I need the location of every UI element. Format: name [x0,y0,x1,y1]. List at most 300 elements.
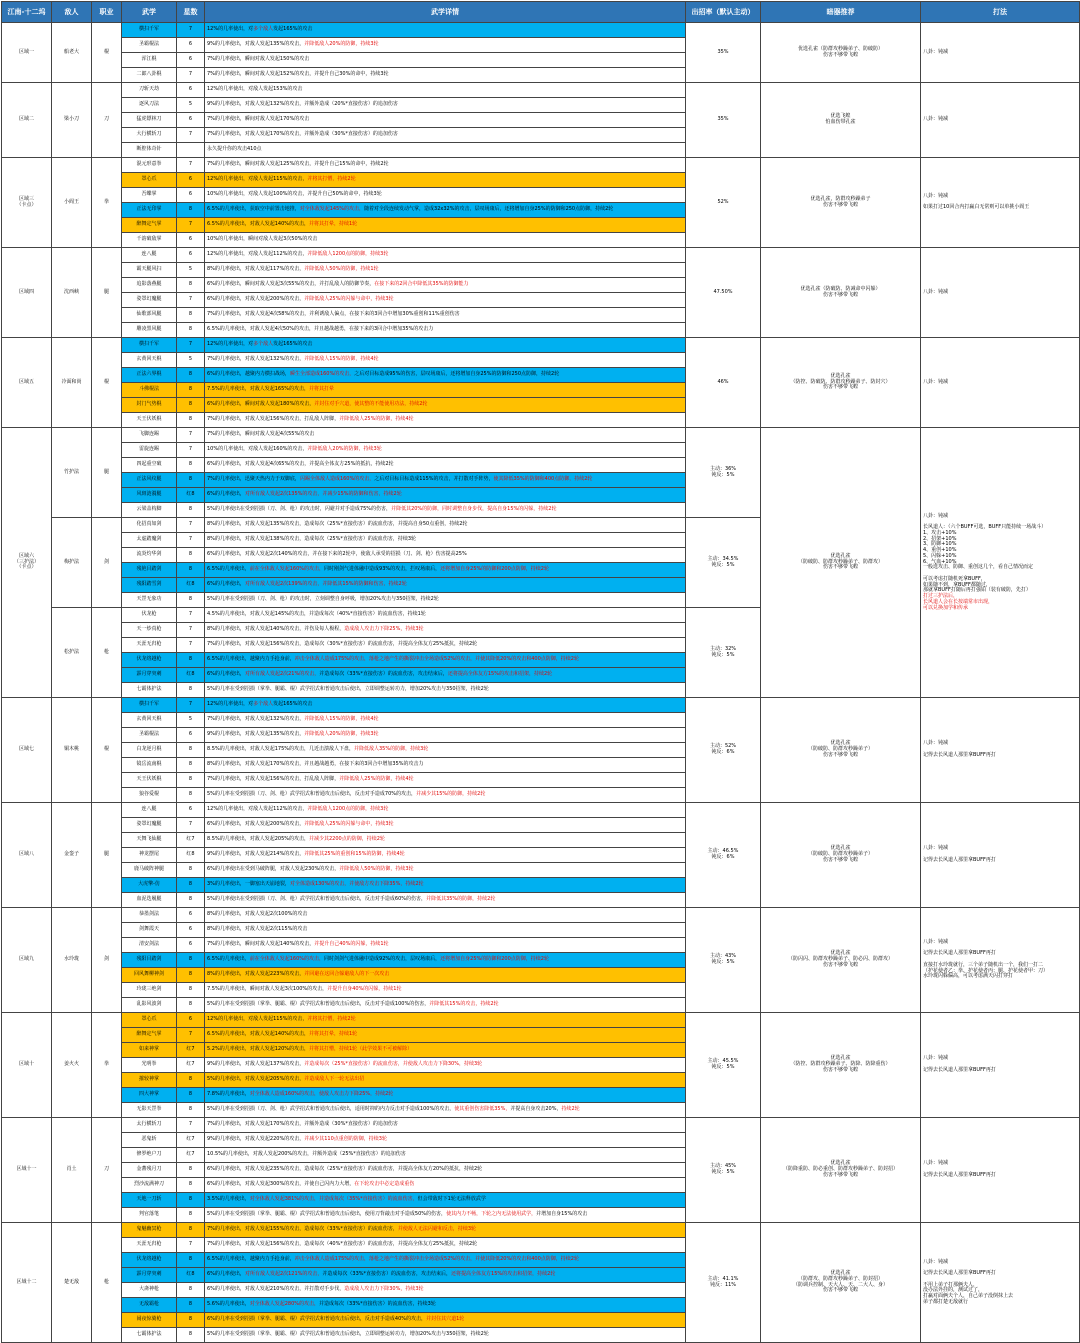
skill-stars [177,143,205,158]
skill-detail [205,563,686,578]
skill-name: 七霸体护法 [122,1328,177,1343]
strategy-cell [921,338,1080,428]
detail-red: 使其降低35%的防御和400点防御，持续2轮 [493,476,593,483]
strategy-text: 八卦：钝减 记得去长风道人那里拿BUFF再打 不用上弟子打那俩夫人， 没办法外挂的，测试过了， 打赢对面俩夫个人，自己弟子没倒抹上去 弟子都打楚无敌就行 [923,1258,1014,1305]
skill-stars: 8 [177,1163,205,1178]
detail-text: 8%的几率使出，对敌人发起2次115%的攻击 [207,926,308,933]
job-cell: 枪 [92,1223,122,1343]
skill-stars: 8 [177,278,205,293]
detail-text: 8%的几率使出，对敌人发起2次100%的攻击 [207,911,308,918]
skill-stars: 8 [177,893,205,908]
skill-stars: 8 [177,1103,205,1118]
detail-text: 7%的几率使出，对敌人发起170%的攻击，并额外造成（30%*直接伤害）的追加伤害 [207,131,398,138]
skill-detail [205,23,686,38]
detail-text: 10%的几率使出，对敌人发起100%的攻击，并提升自己50%的命中，持续3轮 [207,191,382,198]
detail-red: 并封住其穴道1轮 [426,1316,465,1323]
detail-text: 12%的几率使出，对 [207,26,254,33]
skill-detail [205,533,686,548]
skill-stars: 6 [177,728,205,743]
detail-text: 5.6%的几率使出， [207,1301,250,1308]
darts-cell: 优选孔雀 （防破防、防群攻秒躁弟子） 伤害不够带飞蝗 [761,698,921,803]
skill-detail [205,1133,686,1148]
detail-red: 并降低敌人1200点的防御，持续3轮 [307,251,389,258]
detail-text: 6%的几率使出，对敌人发起200%的攻击， [207,821,305,828]
skill-detail [205,338,686,353]
region-cell: 区域八 [2,803,52,908]
detail-red: 并将其打懵，持续2轮 [307,176,356,183]
skill-stars: 8 [177,473,205,488]
detail-text: 7%的几率使出，对敌人发起156%的攻击，打乱敌人阵脚， [207,416,340,423]
skill-name: 剑舞霞天 [122,923,177,938]
detail-text: 12%的几率使出，对敌人发起112%的攻击， [207,806,308,813]
skill-name: 残阳目踏剑 [122,953,177,968]
darts-cell: 优选孔雀，防群攻秒躁弟子 伤害不够带飞蝗 [761,158,921,248]
detail-red: 还将提高全体友方15%的攻击和招架，持续2轮 [451,1271,556,1278]
skill-stars: 7 [177,428,205,443]
skill-stars: 7 [177,533,205,548]
skill-name: 混元形意拳 [122,158,177,173]
skill-name: 狼谷爱棍 [122,788,177,803]
detail-text: 6.5%的几率使出，对敌人发起4次50%的攻击，并且越战越勇，在接下来的3回合中增加35%的攻击力 [207,326,434,333]
skill-detail [205,98,686,113]
strategy-text: 八卦：钝减 [923,288,949,295]
job-cell: 刀 [92,1118,122,1223]
skill-name: 猛虎镖林刀 [122,113,177,128]
skill-stars: 8 [177,878,205,893]
skill-name: 横扫千军 [122,23,177,38]
skill-name: 烈沙流满神刀 [122,1178,177,1193]
skill-name: 雷旋连踢 [122,443,177,458]
detail-text: 12%的几率使出，对敌人发起153%的攻击 [207,86,303,93]
skill-detail [205,548,686,563]
skill-stars: 8 [177,1298,205,1313]
skill-stars: 7 [177,638,205,653]
skill-name: 恶鬼斩 [122,1133,177,1148]
detail-red: 并提升自己40%的闪躲，持续1轮 [314,941,389,948]
skill-detail [205,518,686,533]
detail-text: 并提高自身攻击20%， [510,1106,562,1113]
detail-red: 并造成每次（25%*直接伤害）的流血伤害，并使敌人攻击力下降30%，持续3轮 [304,1061,483,1068]
rate-cell: 47.50% [686,248,761,338]
detail-text: 6.5%的几率使出，对敌人发起140%的攻击， [207,221,309,228]
skill-stars: 7 [177,608,205,623]
skill-detail [205,248,686,263]
detail-text: 7%的几率使出，对敌人发起170%的攻击，并额外造成（30%*直接伤害）的追加伤害 [207,1121,398,1128]
detail-red: 在接下来的2回合中降低其35%的防御能力 [374,281,469,288]
detail-text: 7%的几率使出，对敌人发起132%的攻击， [207,356,305,363]
detail-text: 6.5%的几率使出，对敌人发起140%的攻击， [207,1031,309,1038]
skill-name: 斗佛棍法 [122,383,177,398]
region-cell: 区域十二 [2,1223,52,1343]
enemy-cell: 船老大 [52,23,92,83]
detail-red: 对所有敌人发起2次21%的攻击， [244,671,320,678]
header-cell: 武学详情 [205,2,686,23]
detail-red: 并降低敌人20%的防御，持续3轮 [304,41,379,48]
strategy-text: 八卦：钝减 记得去长风道人那里拿BUFF再打 直接打水玲珑就行，三个弟子随机出一个，我们一打二 （护花使者乙：拳、护花使者丙：腿、护花使者甲：刀） 水玲珑闪躲偏高，可以考虑满天闪打穿打 [923,938,1049,980]
skill-detail [205,413,686,428]
skill-detail [205,188,686,203]
darts-cell: 优选孔雀 （防破防、防群攻秒躁弟子） 伤害不够带飞蝗 [761,803,921,908]
detail-text: 6%的几率使出，瞬间对敌人发起3次55%的攻击，并打乱敌人的防御节奏， [207,281,375,288]
skill-detail [205,968,686,983]
region-cell: 区域三 （卡点） [2,158,52,248]
detail-text: 发起165%的攻击 [273,341,313,348]
skill-detail [205,128,686,143]
detail-red: 前在全体敌人发起160%的攻击， [249,566,325,573]
skill-name: 伏龙枪 [122,608,177,623]
detail-text: 6.5%的几率使出， [207,956,250,963]
skill-detail [205,1148,686,1163]
skill-detail [205,608,686,623]
skill-detail [205,53,686,68]
skill-stars: 5 [177,263,205,278]
darts-cell: 优选孔雀（防破防、防减命中闪躲） 伤害不够带飞蝗 [761,248,921,338]
skill-stars: 8 [177,323,205,338]
skill-detail [205,983,686,998]
skill-stars: 红7 [177,1043,205,1058]
region-cell: 区域一 [2,23,52,83]
skill-detail [205,443,686,458]
detail-red: 并将其打晕，持续1轮 [309,221,358,228]
table-row [2,803,1080,818]
strategy-text: 八卦：钝减 记得去长风道人那里拿BUFF再打 [923,1055,996,1073]
detail-text: 6.5%的几率使出，越聚内力手抢身前， [207,1256,295,1263]
darts-cell: 优选孔雀 （防破防、防群攻秒躁弟子、防群攻） 伤害不够带飞蝗 [761,428,921,698]
strategy-cell [921,428,1080,698]
skill-stars: 6 [177,803,205,818]
skill-stars: 红7 [177,1148,205,1163]
skill-stars: 7 [177,623,205,638]
skill-detail [205,893,686,908]
skill-detail [205,1088,686,1103]
skill-name: 二郎八卦棍 [122,68,177,83]
detail-red: 并降低敌人50%的防御，持续3轮 [339,866,414,873]
skill-detail [205,1058,686,1073]
skill-stars: 红7 [177,1133,205,1148]
rate-cell: 主动：34.5% 钝反：5% [686,518,761,608]
detail-red: 对全体敌人发起381%的攻击，并造成每次（35%*直接伤害）的流血伤害， [249,1196,418,1203]
skill-stars: 8 [177,398,205,413]
skill-name: 玄黄回天棍 [122,353,177,368]
table-row [2,248,1080,263]
skill-detail [205,1268,686,1283]
detail-red: 对全体敌人造成160%的攻击，使敌人攻击力下降25%，持续2轮 [249,1091,394,1098]
detail-text: 6.5%的几率使出，越聚内力手抢身前， [207,656,295,663]
skill-stars: 8 [177,1073,205,1088]
detail-text: 6%的几率使出，对敌人发起300%的攻击，并使自己闪内力大增， [207,1181,355,1188]
skill-name: 醉舞定气掌 [122,1028,177,1043]
skill-name: 残艳目踏剑 [122,563,177,578]
strategy-text: 八卦：钝减 长风道人：（六个BUFF可选，BUFF只能持续一场战斗） 1、攻击+10% 2、招架+10% 3、防御+10% 4、重创+10% 5、闪躲+10% 6、气血+10% 一般选攻击、防御、重创这几个，看自己情况而定 可以考虑打随机死拿BUFF， 如果随不到，拿BUFF都随过， 那就拿BUFF打随后再打强铂（装有破防，先打） [923,512,1047,594]
skill-name: 封门气势棍 [122,398,177,413]
region-cell: 区域七 [2,698,52,803]
detail-red: 并将其打晕，持续1轮 [309,1031,358,1038]
skill-stars: 8 [177,383,205,398]
skill-stars: 8 [177,1283,205,1298]
enemy-cell: 楚无敌 [52,1223,92,1343]
detail-text: 8.5%的几率使出，对敌人发起205%的攻击， [207,836,309,843]
detail-red: 对所有敌人发起2次121%的攻击， [244,1271,323,1278]
detail-red: 对全体敌人发起280%的攻击， [249,1301,320,1308]
skill-stars: 红8 [177,1268,205,1283]
skill-stars: 7 [177,218,205,233]
skill-stars: 8 [177,953,205,968]
skill-detail [205,233,686,248]
skill-stars: 6 [177,923,205,938]
detail-text: 5%的几率在受到招损（刀、剑、枪）的攻击时，立刻调整自身呼吸，增加20%攻击与350招架，持续2轮 [207,596,439,603]
skill-name: 云梁盖构脚 [122,503,177,518]
detail-red: 并降低敌人35%的防御，持续3轮 [354,746,429,753]
skill-detail [205,173,686,188]
detail-text: 6%的几率使出在受到马破阵腿，对敌人发起230%的攻击， [207,866,340,873]
skill-name: 清安剑法 [122,938,177,953]
rate-cell: 主动：41.1% 钝反：11% [686,1223,761,1343]
skill-name: 逐风刀法 [122,98,177,113]
detail-red: 并降低敌人25%的闪躲与命中，持续3轮 [304,296,394,303]
skill-detail [205,1043,686,1058]
skill-detail [205,1238,686,1253]
skill-detail [205,953,686,968]
detail-red: 并降低敌人25%的防御，持续4轮 [339,416,414,423]
skill-name: 风斑涟漪腿 [122,488,177,503]
skill-name: 玲珑三绝剑 [122,983,177,998]
detail-text: 5%的几率在受到招损（掌拳、腿霸、棍）武学招式和普通攻击后使出，立即调整运转功力，增加20%攻击与350招架，持续2轮 [207,686,489,693]
skill-stars: 8 [177,503,205,518]
skill-stars: 7 [177,158,205,173]
detail-text: 并增加自身15%的攻击 [536,1211,588,1218]
strategy-note: 打过三护法后， 长风道人会在长按端常市出现， 可以兑换加学和传承 [923,593,994,611]
skill-stars: 8 [177,773,205,788]
skill-name: 横扫千军 [122,338,177,353]
detail-text: 随着对全段连续发动气掌，造成32x32%的攻击，层叹场康后，还将增加自身25%的防御和250点防御，持续2轮 [364,206,614,213]
skill-name: 恭墨剑法 [122,908,177,923]
skill-name: 流炎灼华剑 [122,548,177,563]
skill-stars: 6 [177,83,205,98]
detail-red: 持续2轮 [561,1106,580,1113]
detail-red: 并降低其20%的防御，同时调整自身步伐，提高自身15%的闪躲，持续2轮 [391,506,557,513]
skill-detail [205,263,686,278]
skill-name: 天涯无归枪 [122,638,177,653]
strategy-cell [921,83,1080,158]
table-row [2,158,1080,173]
detail-text: 并造成每次（33%*直接伤害）的流血伤害，攻击结束后， [322,1271,452,1278]
enemy-cell: 小阎王 [52,158,92,248]
skill-detail [205,503,686,518]
skill-detail [205,683,686,698]
detail-red: 并将其打懵，持续1轮（此学效果不可被解除） [309,1046,413,1053]
detail-text: 但会带敌时下1轮无法释放武学 [417,1196,486,1203]
skill-name: 霸天腿风扫 [122,263,177,278]
skill-name: 追影落燕腿 [122,278,177,293]
skill-detail [205,1223,686,1238]
detail-text: 7%的几率使出，瞬间对敌人发起152%的攻击，并提升自己30%的命中，持续3轮 [207,71,389,78]
detail-text: 3.5%的几率使出， [207,1196,250,1203]
skill-stars: 5 [177,98,205,113]
detail-red: 并降低敌人20%的防御，持续3轮 [304,731,379,738]
job-cell: 剑 [92,518,122,608]
table-row [2,83,1080,98]
skill-stars: 6 [177,53,205,68]
skill-name: 伏龙络越枪 [122,1253,177,1268]
detail-red: 对全体造成130%的攻击，并使敌方攻击下降35%，持续2轮 [289,881,424,888]
strategy-cell [921,1013,1080,1118]
skill-name: 雕凌黑风腿 [122,323,177,338]
detail-text: 6.5%的几率使出， [207,566,250,573]
detail-text: 5%的几率在受到招损（掌拳、腿霸、棍）武学招式和普通攻击后使出，使用刀背敲击对手造成50%的伤害， [207,1211,447,1218]
detail-text: 10%的几率使出，对敌人发起160%的攻击， [207,446,308,453]
detail-red: 并提升自身40%的闪躲，持续1轮 [327,986,402,993]
enemy-cell: 沈西峡 [52,248,92,338]
skill-detail [205,668,686,683]
table-row [2,23,1080,38]
detail-text: 10.5%的几率使出，对敌人发起200%的攻击，并额外造成（25%*直接伤害）的追加伤害 [207,1151,406,1158]
skill-stars: 8 [177,758,205,773]
skill-stars: 8 [177,983,205,998]
job-cell: 腿 [92,428,122,518]
strategy-table [1,1,1080,1343]
skill-name: 刀斩天劫 [122,83,177,98]
skill-stars: 6 [177,113,205,128]
detail-text: 12%的几率使出，对 [207,341,254,348]
skill-detail [205,998,686,1013]
skill-detail [205,1103,686,1118]
strategy-cell [921,908,1080,1013]
skill-stars: 8 [177,788,205,803]
detail-red: 并封住对手穴道，使其整的不能使用功法，持续2轮 [314,401,428,408]
enemy-cell: 竹护法 [52,428,92,518]
detail-text: 6%的几率使出，越聚内力横扫战场， [207,371,290,378]
detail-text: 7%的几率使出，瞬间对敌人发起140%的攻击， [207,941,315,948]
detail-text: 7.8%的几率使出， [207,1091,250,1098]
detail-text: 5%的几率使出，对敌人发起205%的攻击， [207,1076,305,1083]
table-row [2,428,1080,443]
skill-detail [205,398,686,413]
header-cell: 敌人 [52,2,92,23]
detail-red: 还将提高全体友方15%的攻击和招架，持续2轮 [447,671,553,678]
header-cell: 武学 [122,2,177,23]
skill-name: 残阳踏雪剑 [122,578,177,593]
skill-name: 醉舞定气掌 [122,218,177,233]
detail-text: 7%的几率使出，瞬间对敌人发起170%的攻击 [207,116,310,123]
detail-red: 并降低其25%的重创和15%的防御，持续4轮 [304,851,405,858]
skill-name: 天王伏妖棍 [122,773,177,788]
detail-text: 8%的几率使出，对敌人发起135%的攻击，造成每次（25%*直接伤害）的流血伤害，并提高自身50点重创，持续2轮 [207,521,468,528]
detail-red: 并降低敌人25%的闪躲与命中，持续3轮 [304,821,394,828]
skill-stars: 8 [177,1193,205,1208]
enemy-cell: 金銮子 [52,803,92,908]
skill-name: 无影天罡拳 [122,1103,177,1118]
skill-name: 大虎擎-仿 [122,878,177,893]
detail-text: 9%的几率使出，对敌人发起135%的攻击， [207,41,305,48]
detail-red: 多个敌人 [253,701,274,708]
skill-detail [205,638,686,653]
table-body [2,23,1080,1343]
skill-stars: 7 [177,443,205,458]
job-cell: 腿 [92,803,122,908]
skill-detail [205,1298,686,1313]
skill-name: 霹月穿突刺 [122,1268,177,1283]
strategy-text: 八卦：钝减 记得去长风道人那里拿BUFF再打 [923,1160,996,1178]
skill-name: 千韵破敌掌 [122,233,177,248]
skill-stars: 7 [177,1028,205,1043]
skill-stars: 7 [177,698,205,713]
strategy-text: 八卦：钝减 [923,48,949,55]
skill-name: 姿罩幻魔腿 [122,818,177,833]
table-row [2,1118,1080,1133]
skill-stars: 红8 [177,488,205,503]
enemy-cell: 冷面和尚 [52,338,92,428]
skill-detail [205,488,686,503]
detail-red: 并将其打懵，持续2轮 [307,1016,356,1023]
detail-text: 6%的几率使出，瞬间对敌人发起180%的攻击， [207,401,315,408]
detail-text: 7%的几率使出，对敌人发起156%的攻击，打乱敌人阵脚， [207,776,340,783]
skill-detail [205,1073,686,1088]
skill-name: 四大神掌 [122,1088,177,1103]
skill-detail [205,773,686,788]
skill-detail [205,38,686,53]
job-cell: 棍 [92,23,122,83]
skill-detail [205,203,686,218]
detail-text: 9%的几率使出，对敌人发起214%的攻击， [207,851,305,858]
skill-name: 四起重空破 [122,458,177,473]
skill-name: 天地一刀斩 [122,1193,177,1208]
detail-text: 7%的几率使出，瞬间对敌人发起125%的攻击，并提升自己15%的命中，持续2轮 [207,161,389,168]
skill-stars: 8 [177,683,205,698]
strategy-cell [921,803,1080,908]
skill-name: 仙歌部风腿 [122,308,177,323]
detail-text: 6%的几率使出，对敌人发起2次140%的攻击，并在接下来的2轮中，使敌人承受的招损（刀、剑、枪）伤害提高25% [207,551,467,558]
detail-text: 9%的几率使出，对敌人发起220%的攻击， [207,1136,305,1143]
enemy-cell: 肖土 [52,1118,92,1223]
skill-stars: 7 [177,293,205,308]
detail-text: 7%的几率使出，迅聚天热内力于双脚底， [207,476,300,483]
skill-stars: 8 [177,968,205,983]
skill-name: 姿罩幻魔腿 [122,293,177,308]
region-cell: 区域十 [2,1013,52,1118]
skill-detail [205,698,686,713]
detail-text: 3%的几率使出，一脚塞出天崩地裂， [207,881,290,888]
skill-detail [205,878,686,893]
darts-cell: 优选孔雀 （防控、防破防、防群攻秒躁弟子、防封穴） 伤害不够带飞蝗 [761,338,921,428]
table-row [2,908,1080,923]
skill-name: 霹月穿突刺 [122,668,177,683]
detail-red: 并降低敌人20%的防御，持续3轮 [307,446,382,453]
detail-text: 12%的几率使出，对敌人发起112%的攻击， [207,251,308,258]
detail-red: 冲击全体敌人造成175%的攻击，落枪之地产生的撕裂冲击全场造成52%的攻击，并使其降低20%的攻击和400点防御，持续2轮 [294,656,579,663]
skill-stars: 8 [177,1223,205,1238]
rate-cell: 46% [686,338,761,428]
job-cell: 棍 [92,338,122,428]
strategy-text: 八卦：钝减 记得去长风道人那里拿BUFF再打 [923,740,996,758]
skill-stars: 7 [177,338,205,353]
skill-detail [205,728,686,743]
region-cell: 区域四 [2,248,52,338]
header-cell: 出招率（默认主动） [686,2,761,23]
rate-cell: 主动：43% 钝反：5% [686,908,761,1013]
skill-detail [205,593,686,608]
detail-text: 同时剑剑气进体融中造成92%的攻击，层叹场康后， [324,956,441,963]
detail-red: 并将其打晕 [309,386,335,393]
detail-text: 6%的几率使出，对敌人发起200%的攻击， [207,296,305,303]
skill-name: 连八腿 [122,803,177,818]
skill-detail [205,428,686,443]
skill-name: 金蕃残月刀 [122,1163,177,1178]
rate-cell: 主动：45% 钝反：5% [686,1118,761,1223]
strategy-text: 八卦：钝减 [923,378,949,385]
detail-text: 4.5%的几率使出，对敌人发起145%的攻击，并造成每次（40%*直接伤害）的流血伤害，持续1轮 [207,611,426,618]
skill-detail [205,833,686,848]
skill-name: 连八腿 [122,248,177,263]
